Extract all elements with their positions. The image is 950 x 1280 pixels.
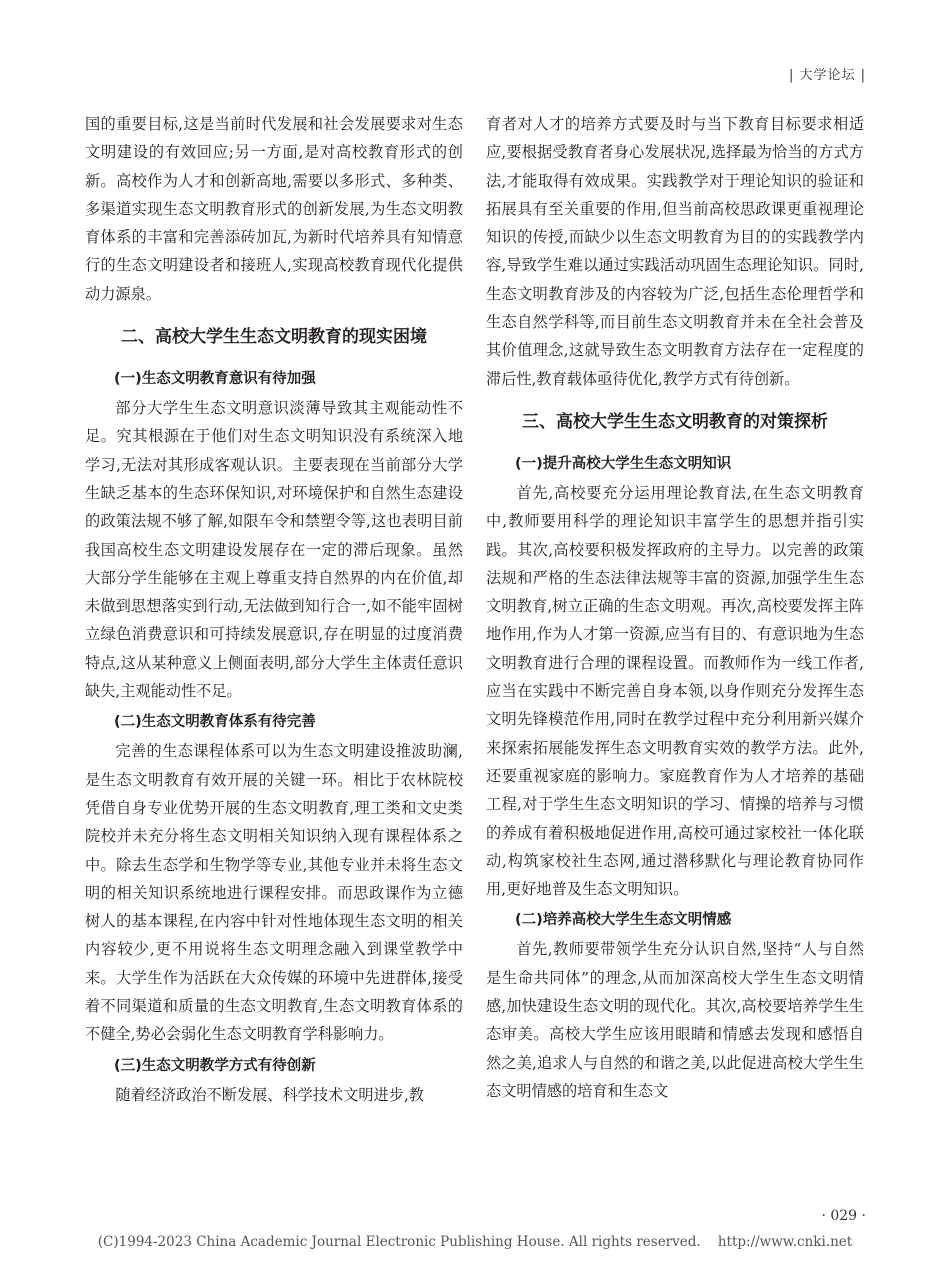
subsection-heading: (二)生态文明教育体系有待完善 xyxy=(114,714,316,731)
page-number: · 029 · xyxy=(821,1208,866,1224)
paragraph: 随着经济政治不断发展、科学技术文明进步,教 xyxy=(115,1085,424,1104)
subsection-heading: (二)培养高校大学生生态文明情感 xyxy=(515,912,732,929)
subsection-heading: (一)提升高校大学生生态文明知识 xyxy=(515,455,732,472)
paragraph-continued: 育者对人才的培养方式要及时与当下教育目标要求相适应,要根据受教育者身心发展状况,选择最为恰当的方式方法,才能取得有效成果。实践教学对于理论知识的验证和拓展具有至关重要的作用,但当前高校思政课更重视理论知识的传授,而缺少以生态文明教育为目的的实践教学内容,导致学生难以通过实践活动巩固生态理论知识。同时,生态文明教育涉及的内容较为广泛,包括生态伦理哲学和生态自然学科等,而目前生态文明教育并未在全社会普及其价值理念,这就导致生态文明教育方法存在一定程度的滞后性,教育载体亟待优化,教学方式有待创新。 xyxy=(486,115,864,388)
paragraph: 首先,教师要带领学生充分认识自然,坚持“人与自然是生命共同体”的理念,从而加深高校大学生生态文明情感,加快建设生态文明的现代化。其次,高校要培养学生生态审美。高校大学生应该用眼睛和情感去发现和感悟自然之美,追求人与自然的和谐之美,以此促进高校大学生生态文明情感的培育和生态文 xyxy=(486,940,864,1100)
running-head: | 大学论坛 | xyxy=(788,68,866,83)
paragraph-continued: 国的重要目标,这是当前时代发展和社会发展要求对生态文明建设的有效回应;另一方面,是对高校教育形式的创新。高校作为人才和创新高地,需要以多形式、多种类、多渠道实现生态文明教育形式的创新发展,为生态文明教育体系的丰富和完善添砖加瓦,为新时代培养具有知情意行的生态文明建设者和接班人,实现高校教育现代化提供动力源泉。 xyxy=(85,115,463,303)
section-heading-3: 三、高校大学生生态文明教育的对策探析 xyxy=(522,411,828,432)
left-column xyxy=(85,110,463,1109)
paragraph: 完善的生态课程体系可以为生态文明建设推波助澜,是生态文明教育有效开展的关键一环。相比于农林院校凭借自身专业优势开展的生态文明教育,理工类和文史类院校并未充分将生态文明相关知识纳入现有课程体系之中。除去生态学和生物学等专业,其他专业并未将生态文明的相关知识系统地进行课程安排。而思政课作为立德树人的基本课程,在内容中针对性地体现生态文明的相关内容较少,更不用说将生态文明理念融入到课堂教学中来。大学生作为活跃在大众传媒的环境中先进群体,接受着不同渠道和质量的生态文明教育,生态文明教育体系的不健全,势必会弱化生态文明教育学科影响力。 xyxy=(85,742,463,1044)
paragraph: 部分大学生生态文明意识淡薄导致其主观能动性不足。究其根源在于他们对生态文明知识没有系统深入地学习,无法对其形成客观认识。主要表现在当前部分大学生缺乏基本的生态环保知识,对环境保护和自然生态建设的政策法规不够了解,如限车令和禁塑令等,这也表明目前我国高校生态文明建设发展存在一定的滞后现象。虽然大部分学生能够在主观上尊重支持自然界的内在价值,却未做到思想落实到行动,无法做到知行合一,如不能牢固树立绿色消费意识和可持续发展意识,存在明显的过度消费特点,这从某种意义上侧面表明,部分大学生主体责任意识缺失,主观能动性不足。 xyxy=(85,399,463,701)
subsection-heading: (一)生态文明教育意识有待加强 xyxy=(114,371,316,388)
right-column xyxy=(486,110,864,1105)
paragraph: 首先,高校要充分运用理论教育法,在生态文明教育中,教师要用科学的理论知识丰富学生的思想并指引实践。其次,高校要积极发挥政府的主导力。以完善的政策法规和严格的生态法律法规等丰富的资源,加强学生生态文明教育,树立正确的生态文明观。再次,高校要发挥主阵地作用,作为人才第一资源,应当有目的、有意识地为生态文明教育进行合理的课程设置。而教师作为一线工作者,应当在实践中不断完善自身本领,以身作则充分发挥生态文明先锋模范作用,同时在教学过程中充分利用新兴媒介来探索拓展能发挥生态文明教育实效的教学方法。此外,还要重视家庭的影响力。家庭教育作为人才培养的基础工程,对于学生生态文明知识的学习、情操的培养与习惯的养成有着积极地促进作用,高校可通过家校社一体化联动,构筑家校社生态网,通过潜移默化与理论教育协同作用,更好地普及生态文明知识。 xyxy=(486,483,864,899)
section-heading-2: 二、高校大学生生态文明教育的现实困境 xyxy=(121,327,427,348)
copyright-footer: (C)1994-2023 China Academic Journal Electronic Publishing House. All rights reserved. http://www.cnki.net xyxy=(97,1234,853,1250)
subsection-heading: (三)生态文明教学方式有待创新 xyxy=(114,1057,316,1074)
